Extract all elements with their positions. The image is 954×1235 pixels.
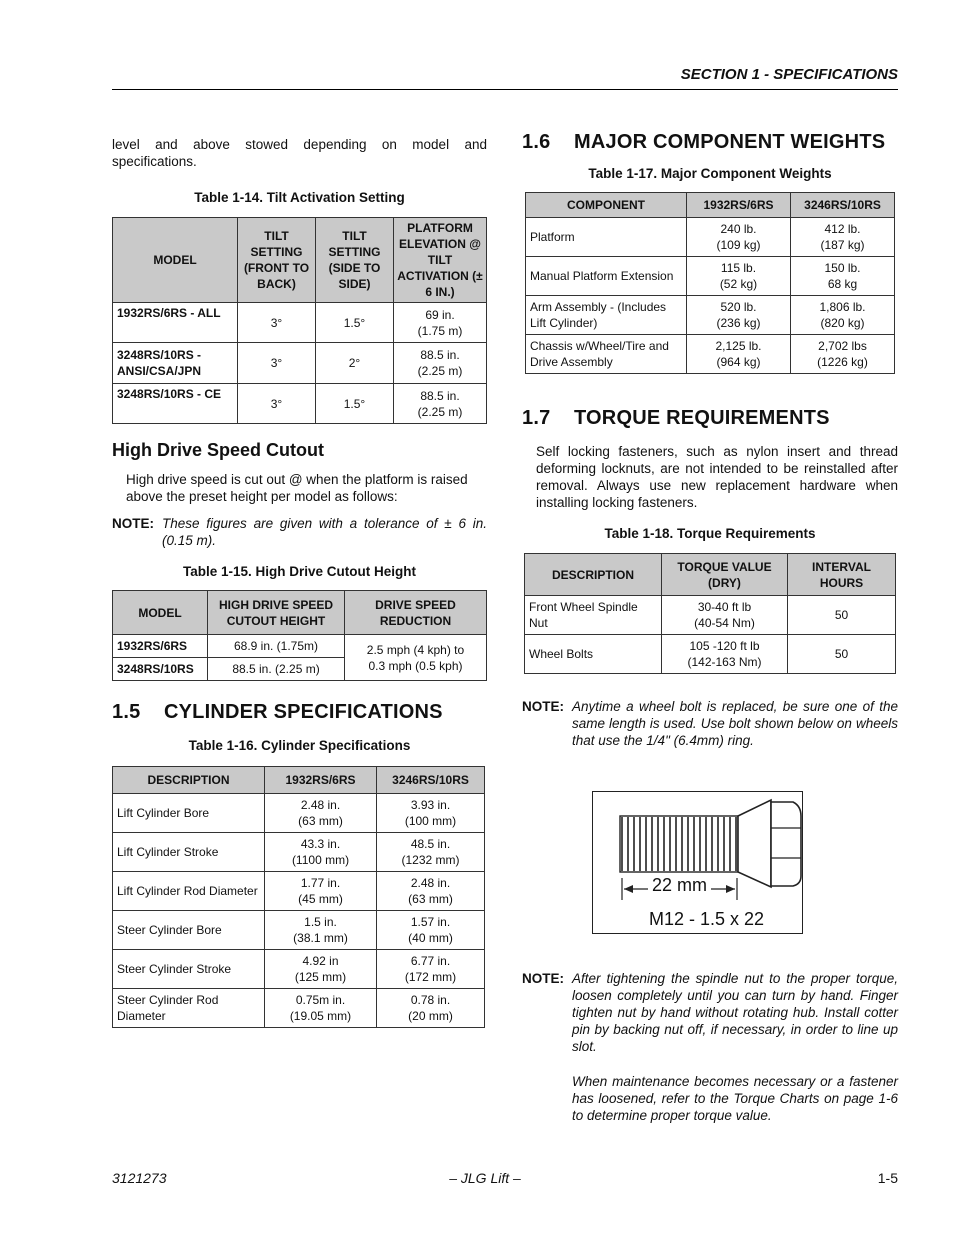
value-line: 1.77 in. (300, 876, 341, 890)
table-17-caption: Table 1-17. Major Component Weights (588, 166, 832, 181)
table-row (113, 384, 487, 424)
table-row (526, 335, 895, 374)
value-line: 4.92 in (302, 954, 339, 968)
cell: 3° (238, 343, 316, 384)
section-1-7-heading (522, 407, 898, 429)
table-row (113, 950, 485, 989)
value-line: (20 mm) (408, 1009, 453, 1023)
model-cell: 3248RS/10RS (113, 658, 208, 681)
high-drive-cutout-table (112, 590, 487, 681)
cell (662, 635, 788, 674)
arrow-left-icon (624, 885, 633, 893)
value-line: 240 lb. (720, 222, 757, 236)
model-cell: 3248RS/10RS - CE (113, 384, 238, 424)
description-cell: Steer Cylinder Bore (113, 911, 265, 950)
section-title: MAJOR COMPONENT WEIGHTS (574, 131, 886, 153)
value-line: 105 -120 ft lb (689, 639, 760, 653)
cell (687, 296, 791, 335)
col-header: DESCRIPTION (525, 554, 662, 596)
value-line: 48.5 in. (410, 837, 451, 851)
value-line: 88.5 in. (420, 348, 460, 362)
cell (394, 384, 487, 424)
value-line: (142-163 Nm) (687, 655, 762, 669)
cell: 68.9 in. (1.75m) (208, 635, 345, 658)
cell: 1.5° (316, 384, 394, 424)
description-cell: Lift Cylinder Bore (113, 794, 265, 833)
table-16-caption: Table 1-16. Cylinder Specifications (188, 738, 411, 753)
cell (377, 872, 485, 911)
arrow-right-icon (726, 885, 735, 893)
value-line: (964 kg) (716, 355, 761, 369)
note-text: Anytime a wheel bolt is replaced, be sure one of the same length is used. Use bolt shown below on wheels that use the 1/4" (6.4mm) ring. (572, 699, 898, 748)
header-rule (112, 89, 898, 90)
torque-intro: Self locking fasteners, such as nylon insert and thread deforming locknuts, are not intended to be reinstalled after removal. Always use new replacement hardware when installing locking fasteners. (536, 444, 898, 510)
bolt-length-label: 22 mm (648, 874, 711, 896)
right-column (522, 131, 898, 1124)
table-row (113, 872, 485, 911)
section-1-5-heading (112, 701, 487, 723)
value-line: 43.3 in. (300, 837, 341, 851)
value-line: (52 kg) (719, 277, 758, 291)
value-line: 6.77 in. (410, 954, 451, 968)
description-cell: Lift Cylinder Stroke (113, 833, 265, 872)
value-line: (40-54 Nm) (694, 616, 755, 630)
value-line: (63 mm) (408, 892, 453, 906)
value-line: 2,125 lb. (715, 339, 762, 353)
bolt-diagram (592, 791, 803, 934)
note-label: NOTE: (522, 699, 564, 714)
table-row (113, 303, 487, 343)
value-line: 2,702 lbs (818, 339, 867, 353)
value-line: 115 lb. (720, 261, 757, 275)
reduction-cell (345, 635, 487, 681)
value-line: (100 mm) (404, 814, 457, 828)
value-line: (1226 kg) (817, 355, 868, 369)
table-row (113, 833, 485, 872)
value-line: 1.57 in. (410, 915, 451, 929)
component-cell: Manual Platform Extension (526, 257, 687, 296)
value-line: 69 in. (425, 307, 455, 322)
section-title: TORQUE REQUIREMENTS (574, 407, 830, 429)
description-cell: Steer Cylinder Rod Diameter (113, 989, 265, 1028)
cell (377, 833, 485, 872)
note-label: NOTE: (522, 971, 564, 986)
cell (662, 596, 788, 635)
table-row (113, 794, 485, 833)
table-row (526, 218, 895, 257)
cell: 50 (788, 596, 896, 635)
col-header: 1932RS/6RS (265, 767, 377, 794)
table-row (113, 989, 485, 1028)
cell (265, 911, 377, 950)
cell: 3° (238, 303, 316, 343)
cell (394, 303, 487, 343)
col-header: 3246RS/10RS (791, 193, 895, 218)
component-cell: Arm Assembly - (Includes Lift Cylinder) (526, 296, 687, 335)
cell: 50 (788, 635, 896, 674)
section-header: SECTION 1 - SPECIFICATIONS (680, 66, 898, 83)
cell (687, 335, 791, 374)
bolt-hex-head (771, 802, 801, 886)
value-line: (172 mm) (404, 970, 457, 984)
col-header: 3246RS/10RS (377, 767, 485, 794)
cell (265, 989, 377, 1028)
bolt-spec-label: M12 - 1.5 x 22 (649, 909, 765, 929)
note-text: When maintenance becomes necessary or a fastener has loosened, refer to the Torque Charts on page 1-6 to determine proper torque value. (572, 1074, 898, 1123)
value-line: 2.5 mph (4 kph) to (366, 642, 465, 657)
cell (377, 950, 485, 989)
cell (791, 335, 895, 374)
description-cell: Front Wheel Spindle Nut (525, 596, 662, 635)
col-header: INTERVAL HOURS (788, 554, 896, 596)
cell (377, 989, 485, 1028)
cell: 1.5° (316, 303, 394, 343)
description-cell: Wheel Bolts (525, 635, 662, 674)
bolt-thread (622, 817, 736, 871)
value-line: (40 mm) (408, 931, 453, 945)
value-line: 412 lb. (824, 222, 861, 236)
value-line: (236 kg) (716, 316, 761, 330)
value-line: (19.05 mm) (289, 1009, 352, 1023)
value-line: 3.93 in. (410, 798, 451, 812)
component-weights-table (525, 192, 895, 374)
cell: 2° (316, 343, 394, 384)
value-line: 30-40 ft lb (697, 600, 752, 614)
section-title: CYLINDER SPECIFICATIONS (164, 701, 443, 723)
bolt-cone-seat (738, 800, 771, 887)
section-number: 1.5 (112, 701, 141, 723)
value-line: 0.3 mph (0.5 kph) (368, 658, 463, 673)
high-drive-speed-heading: High Drive Speed Cutout (112, 440, 325, 460)
note-text: These figures are given with a tolerance of ± 6 in. (0.15 m). (162, 516, 487, 548)
section-1-6-heading (522, 131, 898, 153)
table-15-caption: Table 1-15. High Drive Cutout Height (182, 564, 417, 579)
col-header: DRIVE SPEED REDUCTION (345, 591, 487, 635)
value-line: (2.25 m) (417, 364, 463, 378)
value-line: 0.75m in. (295, 993, 346, 1007)
value-line: (2.25 m) (417, 404, 463, 419)
cell (791, 296, 895, 335)
cell: 3° (238, 384, 316, 424)
model-cell: 3248RS/10RS - ANSI/CSA/JPN (113, 343, 238, 384)
value-line: (187 kg) (820, 238, 865, 252)
cell: 88.5 in. (2.25 m) (208, 658, 345, 681)
cell (687, 257, 791, 296)
value-line: (109 kg) (716, 238, 761, 252)
value-line: 68 kg (827, 277, 858, 291)
component-cell: Chassis w/Wheel/Tire and Drive Assembly (526, 335, 687, 374)
torque-requirements-table (524, 553, 896, 674)
section-number: 1.7 (522, 407, 551, 429)
cell (265, 794, 377, 833)
cell (791, 218, 895, 257)
value-line: (45 mm) (298, 892, 343, 906)
value-line: (63 mm) (298, 814, 343, 828)
table-row (113, 911, 485, 950)
value-line: (820 kg) (820, 316, 865, 330)
value-line: 1.5 in. (304, 915, 337, 929)
value-line: 520 lb. (720, 300, 757, 314)
bolt-shank-outline (620, 816, 738, 872)
description-cell: Steer Cylinder Stroke (113, 950, 265, 989)
model-cell: 1932RS/6RS (113, 635, 208, 658)
col-header: TILT SETTING (FRONT TO BACK) (238, 218, 316, 303)
note-label: NOTE: (112, 516, 154, 531)
value-line: (125 mm) (294, 970, 347, 984)
value-line: 2.48 in. (300, 798, 341, 812)
footer-brand: – JLG Lift – (449, 1170, 521, 1186)
left-column (112, 136, 487, 1028)
value-line: 2.48 in. (410, 876, 451, 890)
tilt-activation-table (112, 217, 487, 424)
table-row (526, 257, 895, 296)
value-line: 88.5 in. (420, 388, 460, 403)
cell (265, 872, 377, 911)
value-line: (1100 mm) (291, 853, 350, 867)
value-line: 1,806 lb. (819, 300, 866, 314)
wheel-bolt-note (522, 698, 898, 749)
spindle-nut-note (522, 970, 898, 1124)
col-header: 1932RS/6RS (687, 193, 791, 218)
cell (377, 911, 485, 950)
section-number: 1.6 (522, 131, 551, 153)
cell (377, 794, 485, 833)
value-line: (1232 mm) (401, 853, 460, 867)
cell (265, 833, 377, 872)
value-line: (1.75 m) (417, 323, 463, 338)
col-header: HIGH DRIVE SPEED CUTOUT HEIGHT (208, 591, 345, 635)
value-line: (38.1 mm) (293, 931, 348, 945)
cell (394, 343, 487, 384)
col-header: PLATFORM ELEVATION @ TILT ACTIVATION (± 6 IN.) (394, 218, 487, 303)
col-header: COMPONENT (526, 193, 687, 218)
table-row (525, 635, 896, 674)
table-row (526, 296, 895, 335)
intro-text: level and above stowed depending on model and specifications. (112, 137, 487, 169)
table-18-caption: Table 1-18. Torque Requirements (604, 526, 816, 541)
col-header: DESCRIPTION (113, 767, 265, 794)
table-row (113, 343, 487, 384)
note-text: After tightening the spindle nut to the proper torque, loosen completely until you can turn by hand. Finger tighten nut by hand without rotating hub. Install cotter pin by backing nut off, if necessary, in order to line up slot. (572, 971, 898, 1054)
col-header: MODEL (113, 218, 238, 303)
col-header: TILT SETTING (SIDE TO SIDE) (316, 218, 394, 303)
table-row (525, 596, 896, 635)
value-line: 0.78 in. (410, 993, 451, 1007)
cell (265, 950, 377, 989)
doc-number: 3121273 (112, 1170, 167, 1186)
col-header: MODEL (113, 591, 208, 635)
table-14-caption: Table 1-14. Tilt Activation Setting (194, 190, 405, 205)
cell (687, 218, 791, 257)
cylinder-specs-table (112, 766, 485, 1028)
component-cell: Platform (526, 218, 687, 257)
high-drive-speed-body: High drive speed is cut out @ when the platform is raised above the preset height per model as follows: (126, 472, 468, 504)
value-line: 150 lb. (824, 261, 861, 275)
page-number: 1-5 (877, 1170, 898, 1186)
cell (791, 257, 895, 296)
col-header: TORQUE VALUE (DRY) (662, 554, 788, 596)
tolerance-note (112, 515, 487, 549)
model-cell: 1932RS/6RS - ALL (113, 303, 238, 343)
table-row (113, 635, 487, 658)
description-cell: Lift Cylinder Rod Diameter (113, 872, 265, 911)
